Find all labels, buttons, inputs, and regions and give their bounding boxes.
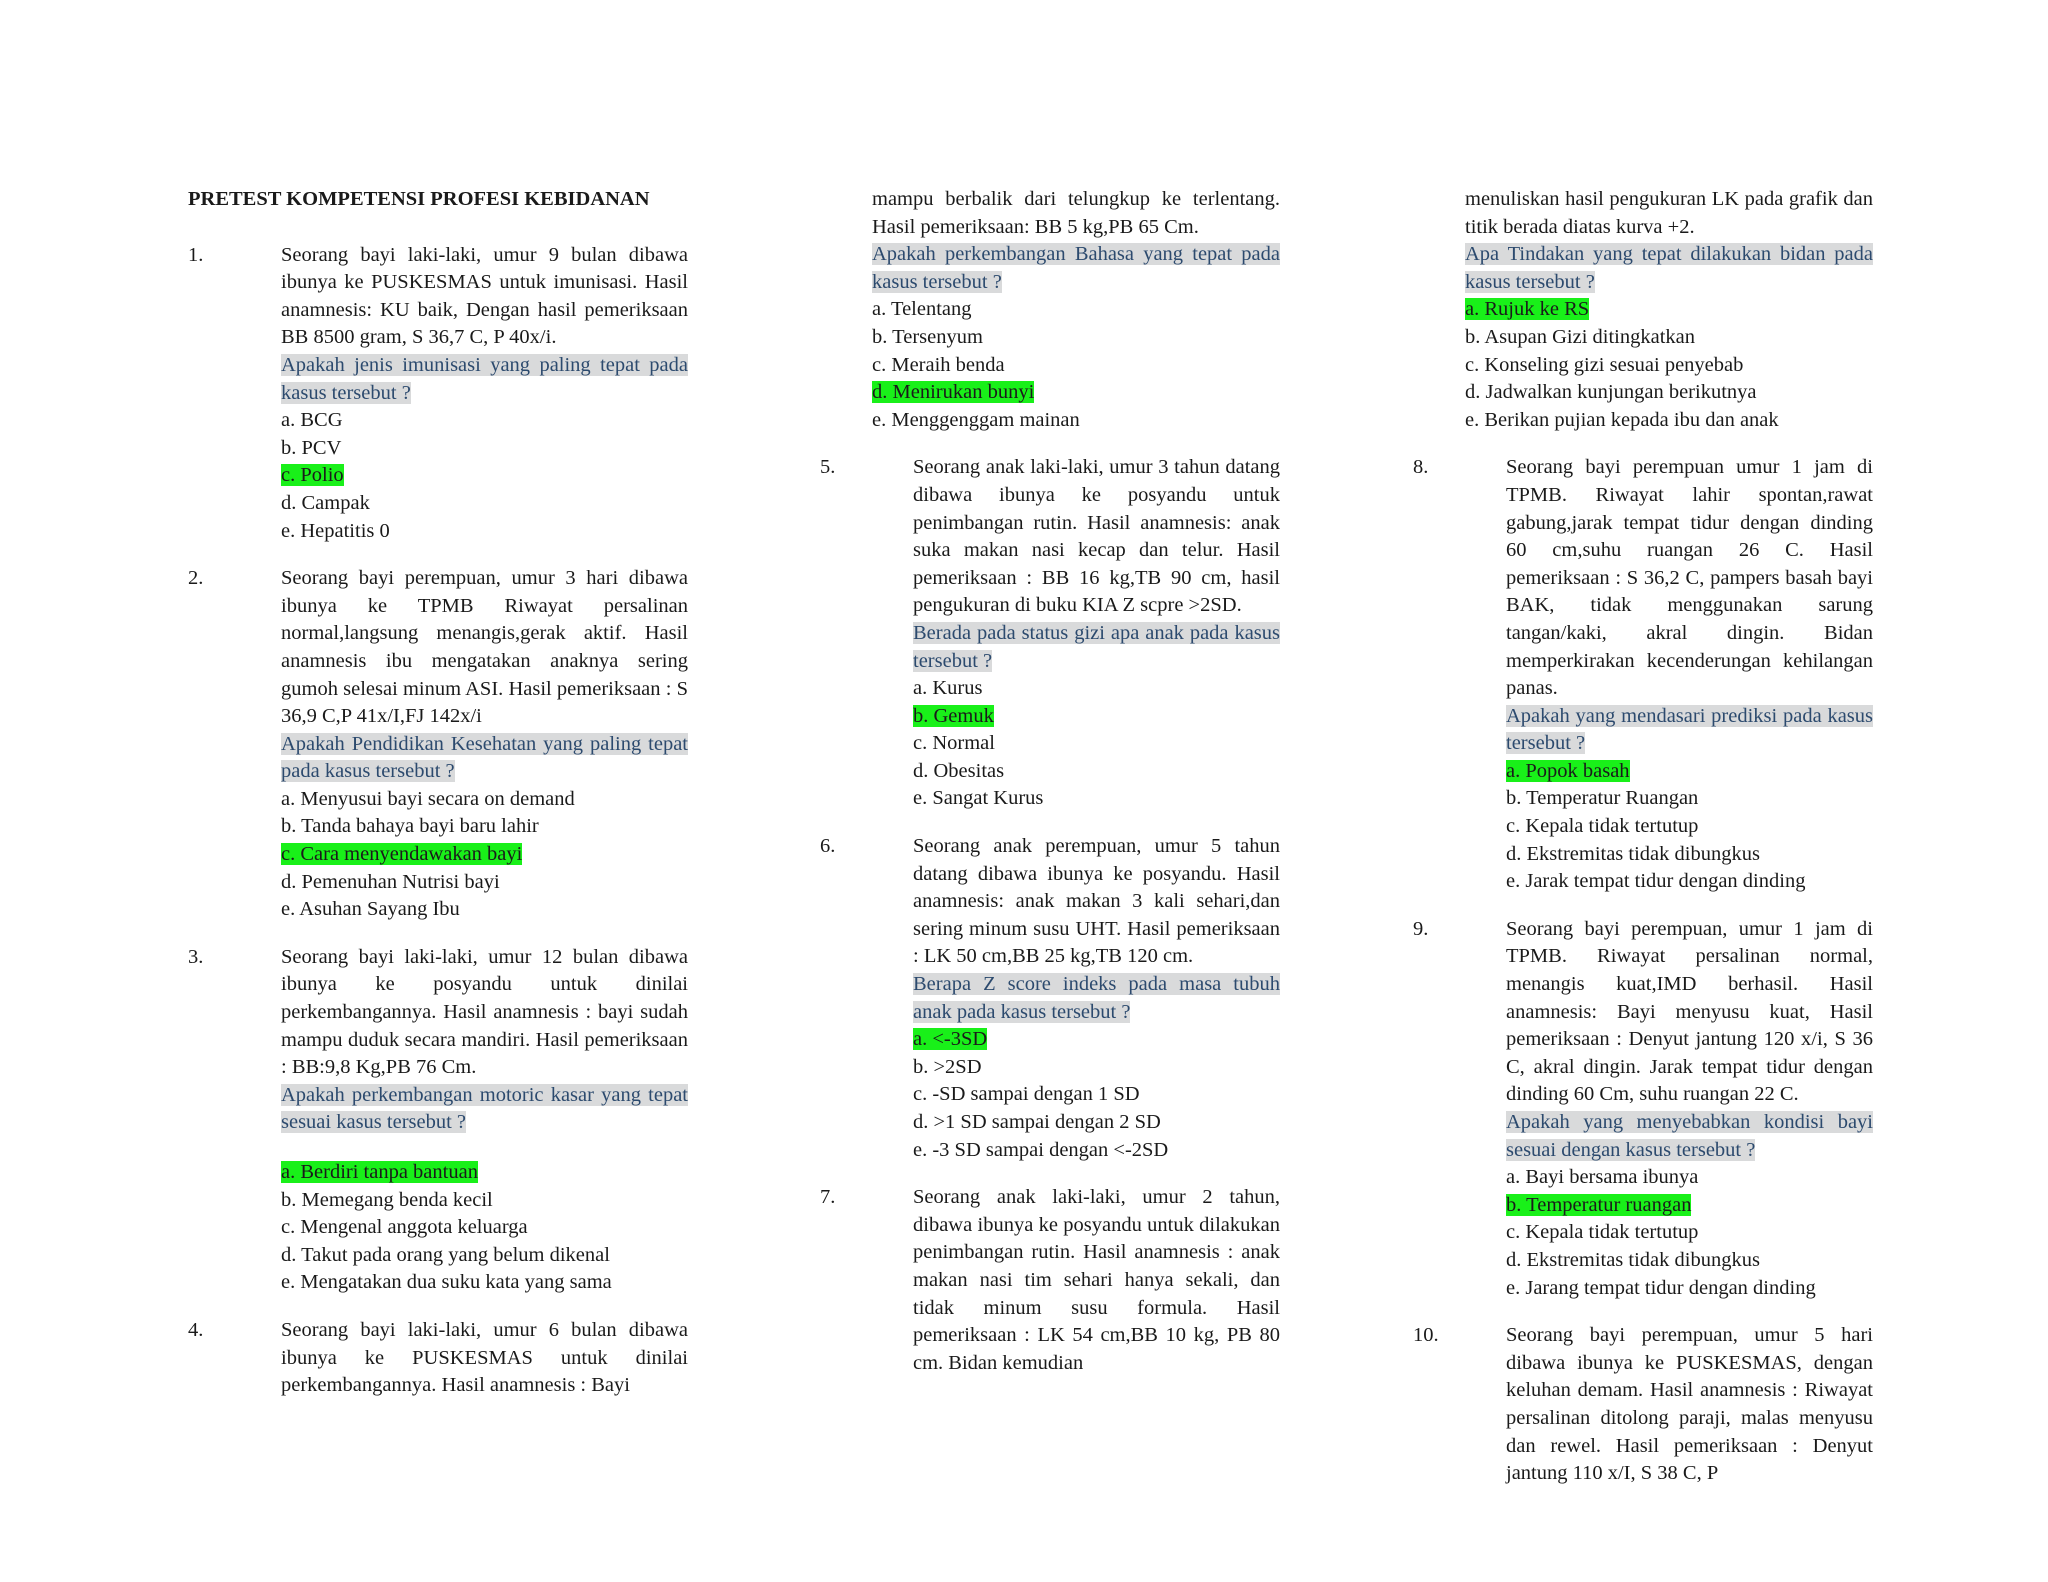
answer-option-text: c. Kepala tidak tertutup [1506,815,1699,838]
answer-option-text: a. Rujuk ke RS [1465,298,1590,321]
question-prompt-text: Berapa Z score indeks pada masa tubuh anak pada kasus tersebut ? [913,973,1280,1023]
answer-option-text: a. Berdiri tanpa bantuan [281,1161,478,1183]
answer-option [281,786,688,814]
question-number: 8. [1413,456,1429,479]
answer-option-correct [1506,758,1873,786]
answer-option [281,1242,688,1270]
question-prompt-text: Apakah yang menyebabkan kondisi bayi sesuai dengan kasus tersebut ? [1506,1111,1873,1161]
question-3 [188,944,688,1297]
answer-option-correct [1465,296,1873,324]
question-stem: Seorang bayi laki-laki, umur 9 bulan dibawa ibunya ke PUSKESMAS untuk imunisasi. Hasil anamnesis: KU baik, Dengan hasil pemeriksaan BB 8500 gram, S 36,7 C, P 40x/i. [281,243,688,349]
answer-option [1465,407,1873,435]
answer-option [872,296,1280,324]
question-body [913,454,1280,813]
answer-option [1465,352,1873,380]
answer-option [1465,379,1873,407]
answer-option [1506,1219,1873,1247]
answer-option-text: c. -SD sampai dengan 1 SD [913,1083,1140,1106]
answer-option-text: b. Gemuk [913,704,994,727]
answer-option [1506,1164,1873,1192]
answer-option-text: d. Pemenuhan Nutrisi bayi [281,870,500,893]
answer-option [281,1187,688,1215]
answer-option-text: a. BCG [281,409,343,432]
question-prompt [1465,241,1873,296]
question-prompt [1506,1109,1873,1164]
answer-option-text: a. Menyusui bayi secara on demand [281,787,575,810]
question-number: 5. [820,456,836,479]
question-prompt [913,971,1280,1026]
question-prompt-text: Apakah yang mendasari prediksi pada kasus tersebut ? [1506,704,1873,755]
answer-option [281,518,688,546]
answer-option-text: b. Temperatur Ruangan [1506,787,1699,810]
answer-option [1506,1247,1873,1275]
answer-option-text: c. Cara menyendawakan bayi [281,843,523,866]
question-body [281,1317,688,1400]
answer-option [913,785,1280,813]
answer-option-text: e. Menggenggam mainan [872,408,1080,431]
question-body [281,242,688,546]
answer-option-text: d. Menirukan bunyi [872,381,1035,404]
answer-option-text: c. Mengenal anggota keluarga [281,1216,528,1239]
question-prompt [281,1082,688,1137]
column-3 [1413,186,1873,1508]
document-title: PRETEST KOMPETENSI PROFESI KEBIDANAN [188,188,650,210]
answer-option-text: e. Mengatakan dua suku kata yang sama [281,1271,612,1294]
answer-option-text: b. PCV [281,436,342,459]
answer-option-correct [1506,1192,1873,1220]
answer-option-text: e. Sangat Kurus [913,787,1044,810]
question-stem: Seorang anak perempuan, umur 5 tahun datang dibawa ibunya ke posyandu. Hasil anamnesis: anak makan 3 kali sehari,dan sering minum susu UHT. Hasil pemeriksaan : LK 50 cm,BB 25 kg,TB 120 cm. [913,835,1280,968]
column-1 [188,186,688,1420]
question-number: 10. [1413,1324,1439,1347]
answer-option [913,675,1280,703]
question-prompt [281,352,688,407]
answer-option-text: b. >2SD [913,1055,982,1078]
answer-option [1506,1275,1873,1303]
answer-option [1506,813,1873,841]
question-stem: Seorang bayi perempuan umur 1 jam di TPMB. Riwayat lahir spontan,rawat gabung,jarak tempat tidur dengan dinding 60 cm,suhu ruangan 26 C. Hasil pemeriksaan : S 36,2 C, pampers basah bayi BAK, tidak menggunakan sarung tangan/kaki, akral dingin. Bidan memperkirakan kecenderungan kehilangan panas. [1506,456,1873,700]
answer-option [281,407,688,435]
answer-option [281,490,688,518]
question-9 [1413,916,1873,1302]
question-stem: Seorang bayi perempuan, umur 3 hari dibawa ibunya ke TPMB Riwayat persalinan normal,langsung menangis,gerak aktif. Hasil anamnesis ibu mengatakan anaknya sering gumoh selesai minum ASI. Hasil pemeriksaan : S 36,9 C,P 41x/I,FJ 142x/i [281,567,688,728]
answer-option-text: d. Obesitas [913,759,1005,782]
question-body [913,833,1280,1164]
question-prompt [872,241,1280,296]
question-4-continued [872,186,1280,434]
question-number: 3. [188,945,204,968]
question-stem: Seorang bayi laki-laki, umur 6 bulan dibawa ibunya ke PUSKESMAS untuk dinilai perkembangannya. Hasil anamnesis : Bayi [281,1318,688,1397]
answer-option-text: a. Telentang [872,298,972,321]
answer-option [913,1137,1280,1165]
answer-option-text: c. Normal [913,732,995,755]
question-6 [820,833,1280,1164]
answer-option-text: d. Campak [281,491,370,514]
question-prompt-text: Apa Tindakan yang tepat dilakukan bidan pada kasus tersebut ? [1465,243,1873,293]
answer-option-text: d. Jadwalkan kunjungan berikutnya [1465,381,1757,404]
question-number: 6. [820,835,836,858]
answer-option [872,352,1280,380]
answer-option-text: b. Asupan Gizi ditingkatkan [1465,325,1696,348]
question-body [281,944,688,1297]
answer-option [1506,785,1873,813]
answer-option-text: e. -3 SD sampai dengan <-2SD [913,1138,1169,1161]
answer-option-text: e. Jarak tempat tidur dengan dinding [1506,870,1806,893]
answer-option [913,758,1280,786]
answer-option-text: c. Konseling gizi sesuai penyebab [1465,353,1744,376]
answer-option-text: d. >1 SD sampai dengan 2 SD [913,1111,1161,1133]
answer-option [872,407,1280,435]
question-body [1506,454,1873,896]
answer-option [913,1109,1280,1137]
question-10 [1413,1322,1873,1488]
spacer [281,1137,688,1159]
question-7 [820,1184,1280,1377]
column-2 [820,186,1280,1397]
question-2 [188,565,688,924]
answer-option [872,324,1280,352]
question-prompt [281,731,688,786]
question-stem: Seorang bayi perempuan, umur 1 jam di TPMB. Riwayat persalinan normal, menangis kuat,IMD berhasil. Hasil anamnesis: Bayi menyusu kuat, Hasil pemeriksaan : Denyut jantung 120 x/i, S 36 C, akral dingin. Jarak tempat tidur dengan dinding 60 Cm, suhu ruangan 22 C. [1506,917,1873,1106]
answer-option [1506,841,1873,869]
question-number: 9. [1413,917,1429,940]
answer-option [281,896,688,924]
answer-option-text: a. Bayi bersama ibunya [1506,1166,1699,1189]
question-stem-continued: mampu berbalik dari telungkup ke terlentang. Hasil pemeriksaan: BB 5 kg,PB 65 Cm. [872,188,1280,238]
answer-option [281,813,688,841]
answer-option [913,730,1280,758]
answer-option [281,435,688,463]
question-number: 4. [188,1318,204,1341]
question-stem: Seorang anak laki-laki, umur 3 tahun datang dibawa ibunya ke posyandu untuk penimbangan rutin. Hasil anamnesis: anak suka makan nasi kecap dan telur. Hasil pemeriksaan : BB 16 kg,TB 90 cm, hasil pengukuran di buku KIA Z scpre >2SD. [913,456,1280,617]
question-4 [188,1317,688,1400]
question-5 [820,454,1280,813]
question-number: 2. [188,567,204,590]
answer-option-text: c. Polio [281,464,344,487]
question-1 [188,242,688,546]
answer-option-text: d. Takut pada orang yang belum dikenal [281,1243,610,1266]
answer-option [1506,868,1873,896]
answer-option-correct [281,462,688,490]
question-number: 1. [188,243,204,266]
question-stem-continued: menuliskan hasil pengukuran LK pada grafik dan titik berada diatas kurva +2. [1465,188,1873,238]
answer-option-text: e. Hepatitis 0 [281,519,390,542]
answer-option [281,1214,688,1242]
answer-option [913,1081,1280,1109]
answer-option-text: b. Temperatur ruangan [1506,1193,1692,1216]
question-body [913,1184,1280,1377]
answer-option-text: d. Ekstremitas tidak dibungkus [1506,1248,1760,1271]
answer-option-text: a. <-3SD [913,1028,988,1051]
answer-option-text: e. Berikan pujian kepada ibu dan anak [1465,408,1779,431]
answer-option-text: b. Tersenyum [872,325,983,348]
question-8 [1413,454,1873,896]
question-prompt-text: Apakah Pendidikan Kesehatan yang paling tepat pada kasus tersebut ? [281,732,688,783]
answer-option-correct [281,841,688,869]
answer-option-correct [913,1026,1280,1054]
answer-option-text: d. Ekstremitas tidak dibungkus [1506,842,1760,865]
question-number: 7. [820,1186,836,1209]
answer-option-text: e. Asuhan Sayang Ibu [281,898,460,921]
answer-option-text: b. Tanda bahaya bayi baru lahir [281,815,539,838]
question-prompt-text: Berada pada status gizi apa anak pada kasus tersebut ? [913,621,1280,672]
question-stem: Seorang anak laki-laki, umur 2 tahun, dibawa ibunya ke posyandu untuk dilakukan penimbangan rutin. Hasil anamnesis : anak makan nasi tim sehari hanya sekali, dan tidak minum susu formula. Hasil pemeriksaan : LK 54 cm,BB 10 kg, PB 80 cm. Bidan kemudian [913,1186,1280,1374]
answer-option [1465,324,1873,352]
answer-option [913,1054,1280,1082]
answer-option [281,869,688,897]
answer-option-correct [913,703,1280,731]
question-prompt [913,620,1280,675]
answer-option-text: e. Jarang tempat tidur dengan dinding [1506,1276,1816,1299]
question-prompt-text: Apakah perkembangan Bahasa yang tepat pada kasus tersebut ? [872,243,1280,293]
answer-option-text: a. Kurus [913,677,983,700]
question-stem: Seorang bayi perempuan, umur 5 hari dibawa ibunya ke PUSKESMAS, dengan keluhan demam. Hasil anamnesis : Riwayat persalinan ditolong paraji, malas menyusu dan rewel. Hasil pemeriksaan : Denyut jantung 110 x/I, S 38 C, P [1506,1324,1873,1485]
question-7-continued [1465,186,1873,434]
question-prompt-text: Apakah jenis imunisasi yang paling tepat pada kasus tersebut ? [281,353,688,404]
answer-option-text: c. Kepala tidak tertutup [1506,1221,1699,1244]
question-prompt [1506,703,1873,758]
question-prompt-text: Apakah perkembangan motoric kasar yang tepat sesuai kasus tersebut ? [281,1083,688,1134]
question-body [1506,916,1873,1302]
question-body [281,565,688,924]
answer-option [281,1269,688,1297]
answer-option-text: a. Popok basah [1506,759,1630,782]
answer-option-correct [281,1159,688,1187]
answer-option-correct [872,379,1280,407]
answer-option-text: c. Meraih benda [872,353,1005,376]
answer-option-text: b. Memegang benda kecil [281,1188,493,1211]
question-stem: Seorang bayi laki-laki, umur 12 bulan dibawa ibunya ke posyandu untuk dinilai perkembangannya. Hasil anamnesis : bayi sudah mampu duduk secara mandiri. Hasil pemeriksaan : BB:9,8 Kg,PB 76 Cm. [281,945,688,1079]
question-body [1506,1322,1873,1488]
